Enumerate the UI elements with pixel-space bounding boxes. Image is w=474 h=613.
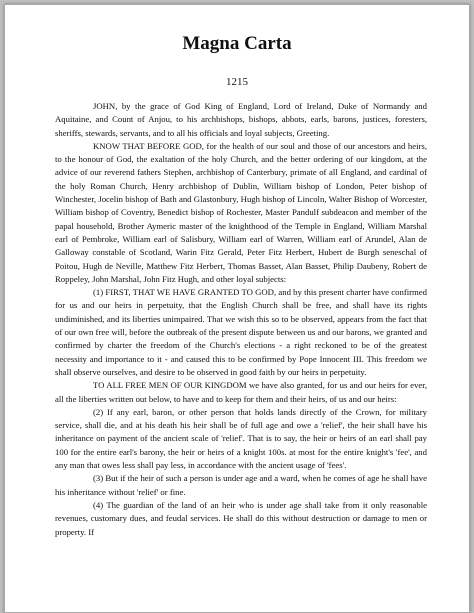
- paragraph-clause-2: (2) If any earl, baron, or other person that holds lands directly of the Crown, for military service, shall die, and at his death his heir shall be of full age and owe a 'relief', the heir shall have his inheritance on payment of the ancient scale of 'relief'. That is to say, the heir or heirs of an earl shall pay 100 for the entire earl's barony, the heir or heirs of a knight 100s. at most for the entire knight's 'fee', and any man that owes less shall pay less, in accordance with the ancient usage of 'fees'.: [55, 406, 427, 471]
- paragraph-salutation: JOHN, by the grace of God King of England, Lord of Ireland, Duke of Normandy and Aquitaine, and Count of Anjou, to his archbishops, bishops, abbots, earls, barons, justices, foresters, sheriffs, stewards, servants, and to all his officials and loyal subjects, Greeting.: [55, 101, 427, 138]
- document-year: 1215: [226, 76, 248, 88]
- paragraph-preamble: KNOW THAT BEFORE GOD, for the health of our soul and those of our ancestors and heirs, to the honour of God, the exaltation of the holy Church, and the better ordering of our kingdom, at the advice of our reverend fathers Stephen, archbishop of Canterbury, primate of all England, and cardinal of the holy Roman Church, Henry archbishop of Dublin, William bishop of London, Peter bishop of Winchester, Jocelin bishop of Bath and Glastonbury, Hugh bishop of Lincoln, Walter Bishop of Worcester, William bishop of Coventry, Benedict bishop of Rochester, Master Pandulf subdeacon and member of the papal household, Brother Aymeric master of the knighthood of the Temple in England, William Marshal earl of Pembroke, William earl of Salisbury, William earl of Warren, William earl of Arundel, Alan de Galloway constable of Scotland, Warin Fitz Gerald, Peter Fitz Herbert, Hubert de Burgh seneschal of Poitou, Hugh de Neville, Matthew Fitz Herbert, Thomas Basset, Alan Basset, Philip Daubeny, Robert de Roppeley, John Marshal, John Fitz Hugh, and other loyal subjects:: [55, 140, 427, 284]
- document-title: Magna Carta: [182, 33, 292, 54]
- paragraph-free-men: TO ALL FREE MEN OF OUR KINGDOM we have also granted, for us and our heirs for ever, all the liberties written out below, to have and to keep for them and their heirs, of us and our heirs:: [55, 380, 427, 404]
- document-page: [4, 4, 470, 613]
- paragraph-clause-4: (4) The guardian of the land of an heir who is under age shall take from it only reasonable revenues, customary dues, and feudal services. He shall do this without destruction or damage to men or property. If: [55, 499, 427, 537]
- paragraph-clause-3: (3) But if the heir of such a person is under age and a ward, when he comes of age he shall have his inheritance without 'relief' or fine.: [55, 473, 427, 497]
- paragraph-clause-1: (1) FIRST, THAT WE HAVE GRANTED TO GOD, and by this present charter have confirmed for us and our heirs in perpetuity, that the English Church shall be free, and shall have its rights undiminished, and its liberties unimpaired. That we wish this so to be observed, appears from the fact that of our own free will, before the outbreak of the present dispute between us and our barons, we granted and confirmed by charter the freedom of the Church's elections - a right reckoned to be of the greatest necessity and importance to it - and caused this to be confirmed by Pope Innocent III. This freedom we shall observe ourselves, and desire to be observed in good faith by our heirs in perpetuity.: [55, 287, 427, 377]
- document-body: [55, 100, 427, 539]
